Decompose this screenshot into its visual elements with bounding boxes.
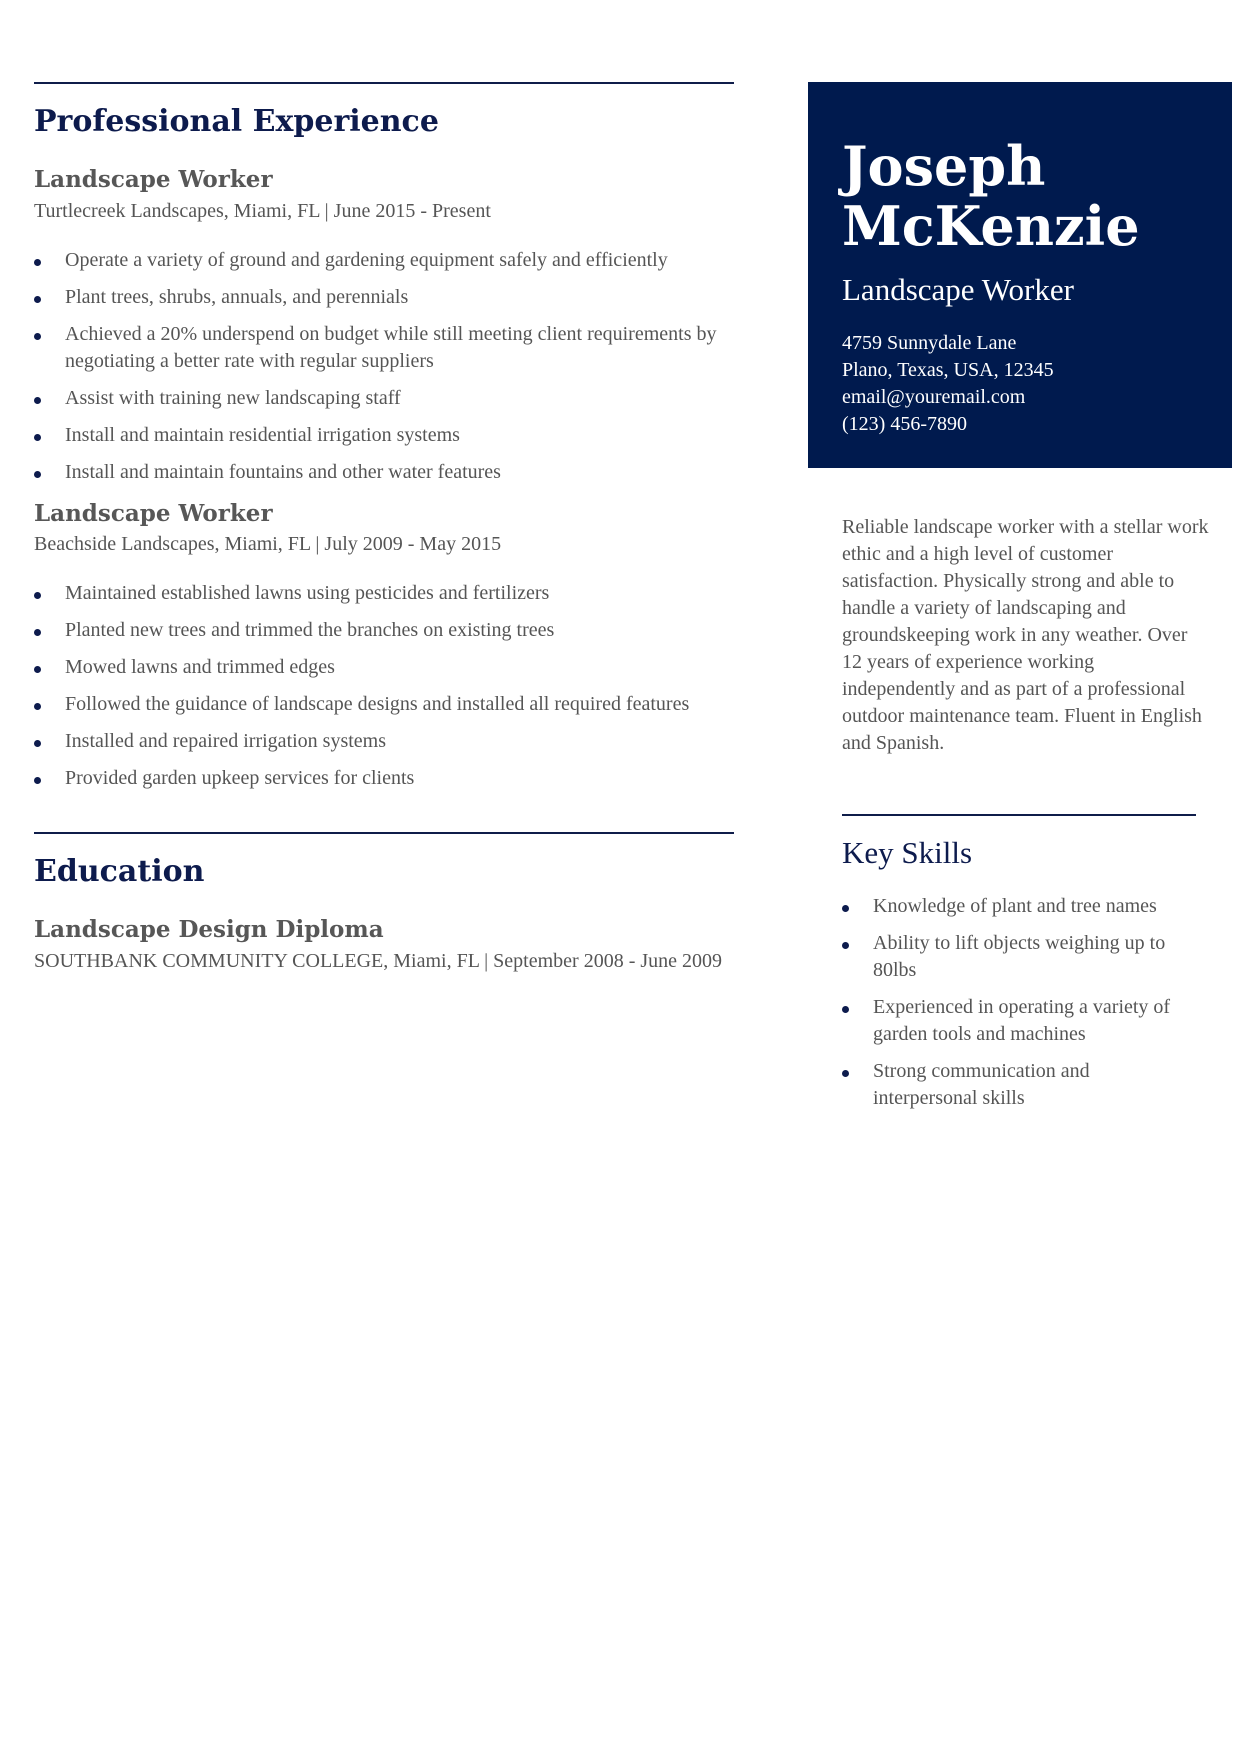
name-header-panel xyxy=(808,82,1232,468)
section-divider xyxy=(34,82,734,84)
bullet-icon xyxy=(34,777,41,784)
address-line: Plano, Texas, USA, 12345 xyxy=(842,359,1054,381)
left-column xyxy=(34,82,734,975)
list-item: Plant trees, shrubs, annuals, and perennials xyxy=(34,284,734,311)
job-meta: Beachside Landscapes, Miami, FL | July 2009 - May 2015 xyxy=(34,533,502,556)
phone-text: (123) 456-7890 xyxy=(842,413,967,435)
bullet-icon xyxy=(34,740,41,747)
list-item: Knowledge of plant and tree names xyxy=(842,893,1196,920)
candidate-role: Landscape Worker xyxy=(842,272,1074,307)
bullet-icon xyxy=(842,942,849,949)
list-item: Installed and repaired irrigation systems xyxy=(34,728,734,755)
job-bullet-list xyxy=(34,247,734,486)
list-item: Assist with training new landscaping staff xyxy=(34,385,734,412)
job-entry xyxy=(34,166,734,486)
job-meta: Turtlecreek Landscapes, Miami, FL | June 2015 - Present xyxy=(34,199,491,222)
bullet-icon xyxy=(34,333,41,340)
bullet-icon xyxy=(842,1070,849,1077)
list-item: Followed the guidance of landscape designs and installed all required features xyxy=(34,691,734,718)
skills-heading: Key Skills xyxy=(842,835,973,870)
list-item: Install and maintain residential irrigation systems xyxy=(34,422,734,449)
contact-info xyxy=(842,330,1054,438)
candidate-name: Joseph McKenzie xyxy=(842,134,1140,258)
bullet-icon xyxy=(34,434,41,441)
education-entry xyxy=(34,916,734,975)
summary-paragraph: Reliable landscape worker with a stellar work ethic and a high level of customer satisfaction. Physically strong and able to handle a variety of landscaping and groundskeeping work in any weather. Over 12 years of experience working independently and as part of a professional outdoor maintenance team. Fluent in English and Spanish. xyxy=(842,516,1209,754)
bullet-icon xyxy=(842,1006,849,1013)
list-item: Operate a variety of ground and gardening equipment safely and efficiently xyxy=(34,247,734,274)
job-bullet-list xyxy=(34,580,734,792)
job-title: Landscape Worker xyxy=(34,499,273,527)
education-heading: Education xyxy=(34,854,205,890)
email-text: email@youremail.com xyxy=(842,386,1026,408)
list-item: Planted new trees and trimmed the branches on existing trees xyxy=(34,617,734,644)
education-section xyxy=(34,832,734,975)
bullet-icon xyxy=(34,397,41,404)
list-item: Experienced in operating a variety of garden tools and machines xyxy=(842,994,1196,1048)
bullet-icon xyxy=(34,592,41,599)
list-item: Strong communication and interpersonal skills xyxy=(842,1058,1196,1112)
list-item: Ability to lift objects weighing up to 80lbs xyxy=(842,930,1196,984)
address-line: 4759 Sunnydale Lane xyxy=(842,332,1017,354)
skills-section xyxy=(842,814,1196,1122)
section-divider xyxy=(842,814,1196,816)
job-entry xyxy=(34,500,734,793)
bullet-icon xyxy=(34,703,41,710)
list-item: Maintained established lawns using pesticides and fertilizers xyxy=(34,580,734,607)
experience-heading: Professional Experience xyxy=(34,104,439,139)
list-item: Achieved a 20% underspend on budget while still meeting client requirements by negotiating a better rate with regular suppliers xyxy=(34,321,734,375)
degree-title: Landscape Design Diploma xyxy=(34,916,384,944)
bullet-icon xyxy=(34,259,41,266)
list-item: Mowed lawns and trimmed edges xyxy=(34,654,734,681)
job-title: Landscape Worker xyxy=(34,166,273,193)
education-meta: SOUTHBANK COMMUNITY COLLEGE, Miami, FL | September 2008 - June 2009 xyxy=(34,949,723,972)
bullet-icon xyxy=(34,666,41,673)
list-item: Provided garden upkeep services for clients xyxy=(34,765,734,792)
bullet-icon xyxy=(34,471,41,478)
list-item: Install and maintain fountains and other water features xyxy=(34,459,734,486)
bullet-icon xyxy=(34,629,41,636)
skills-list xyxy=(842,893,1196,1112)
section-divider xyxy=(34,832,734,834)
bullet-icon xyxy=(842,905,849,912)
bullet-icon xyxy=(34,296,41,303)
